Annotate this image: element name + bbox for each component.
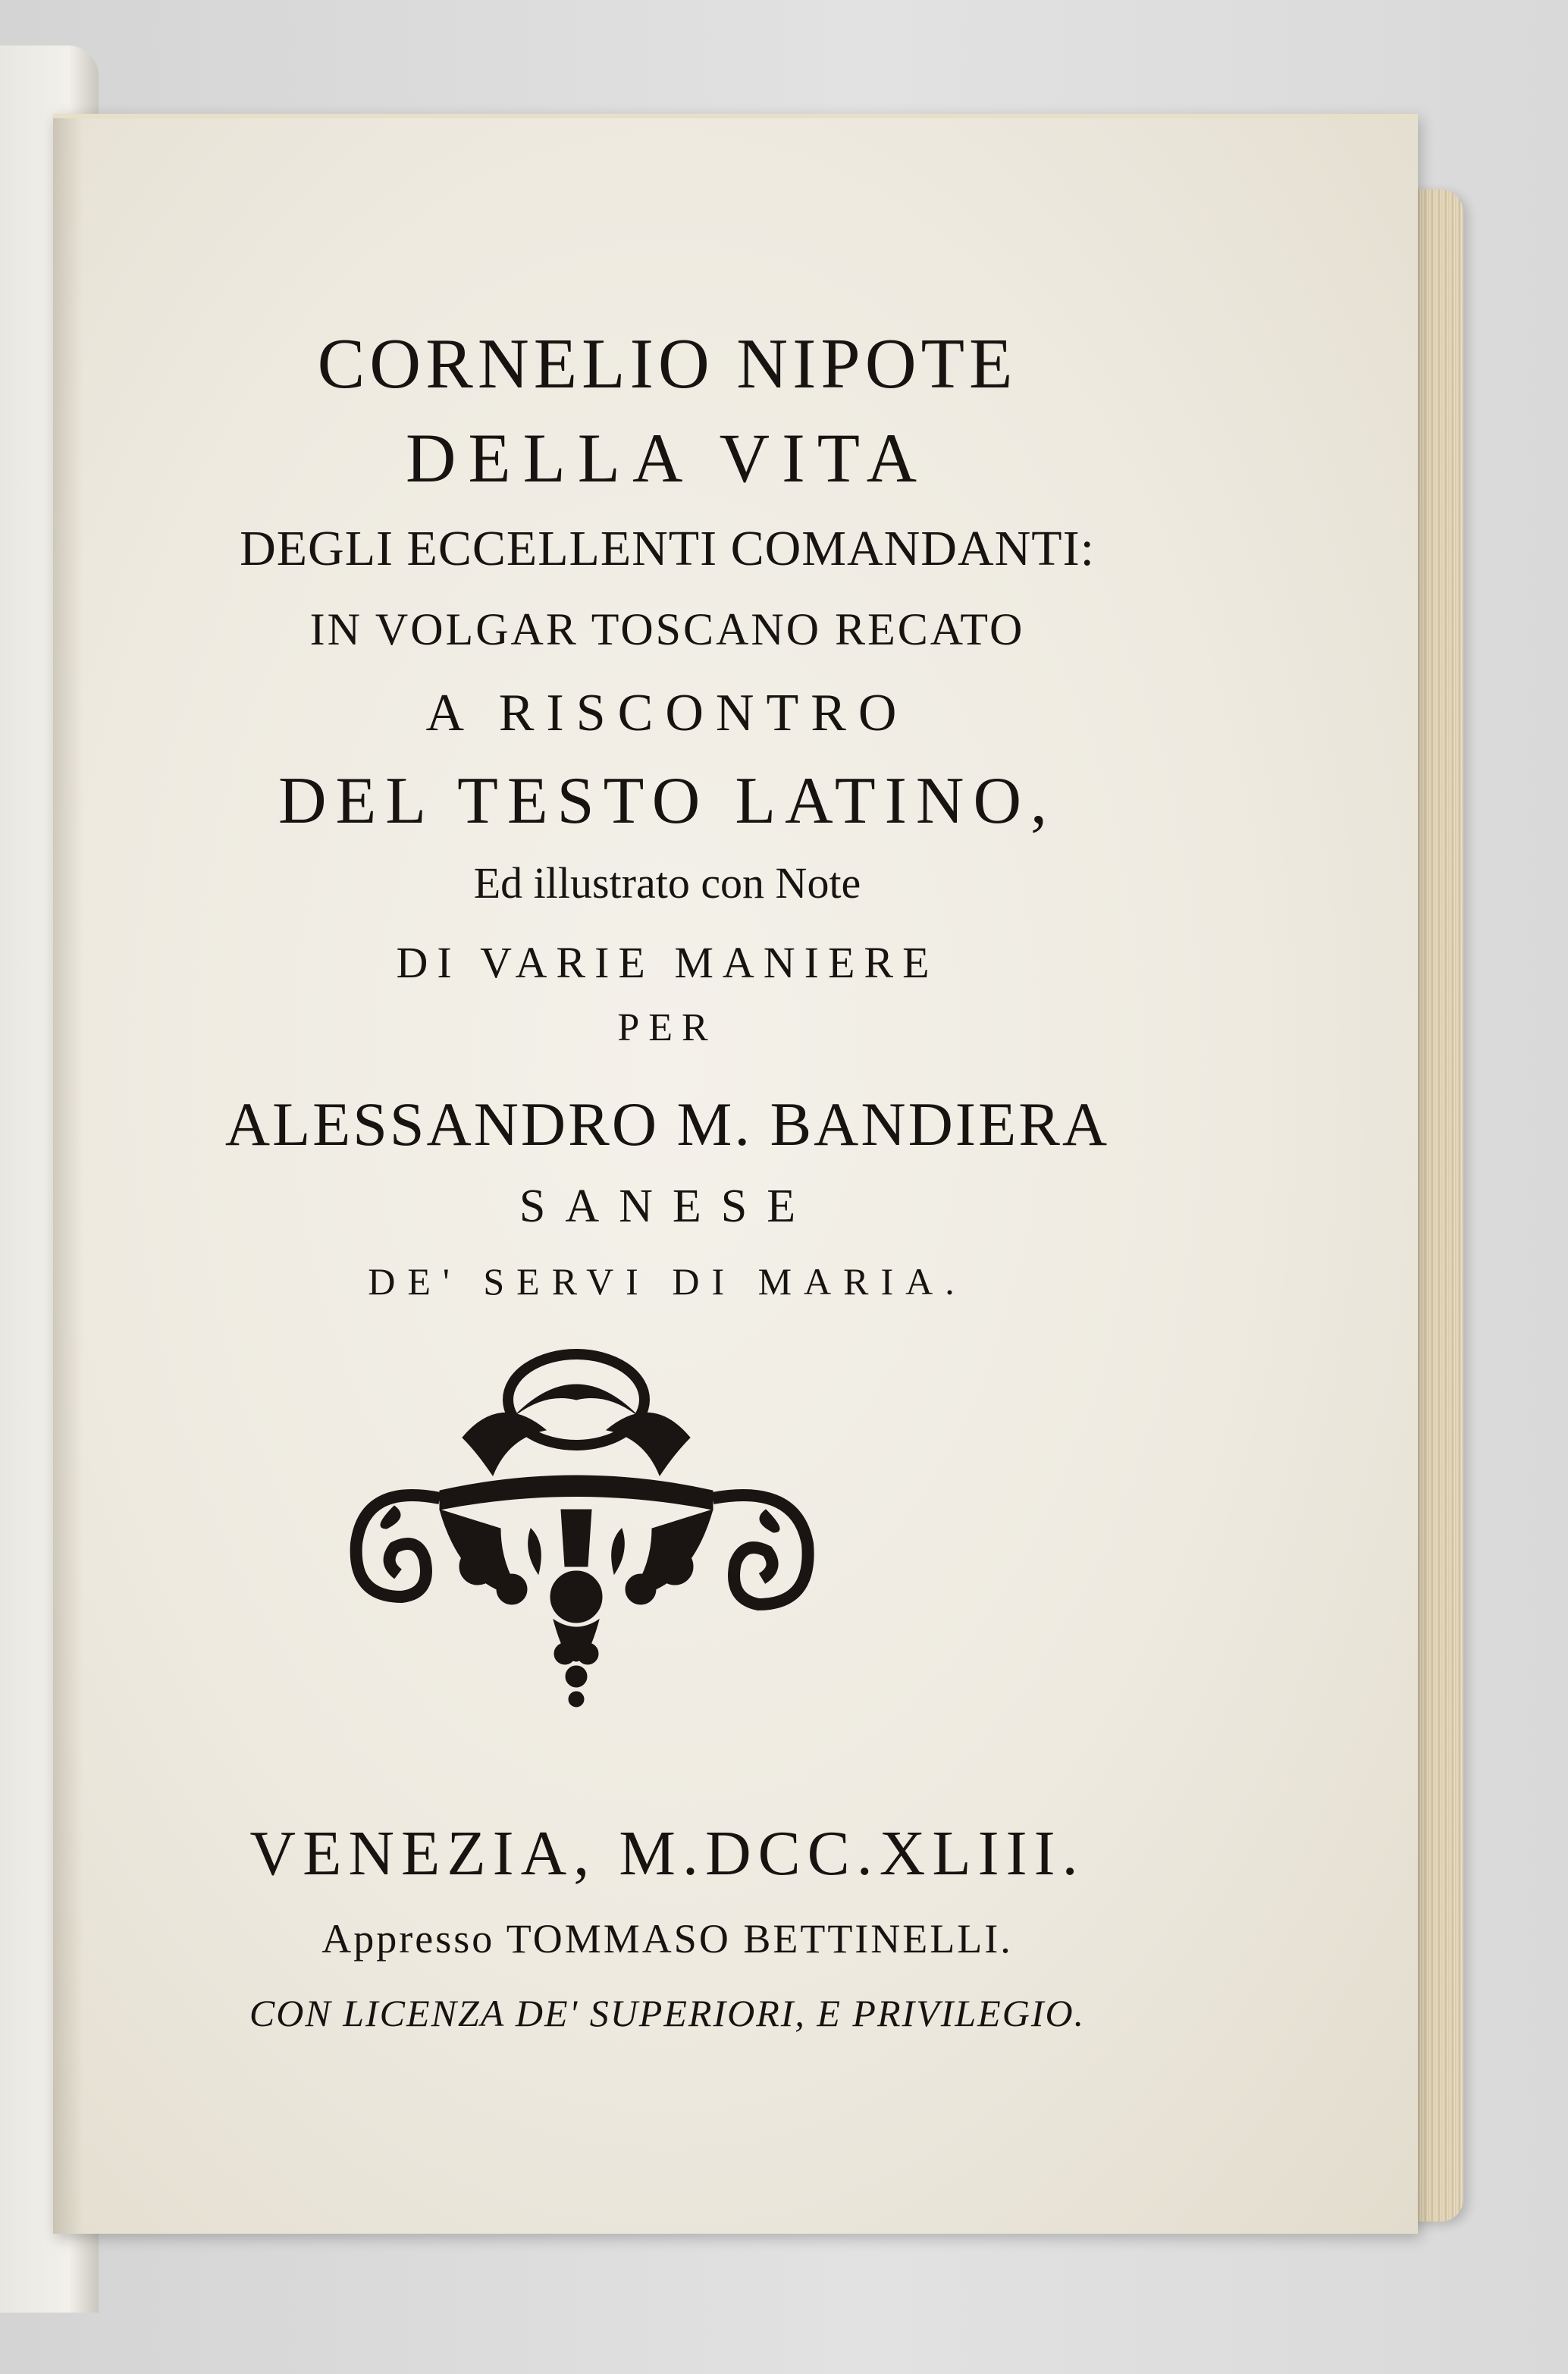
title-line-subject: DEGLI ECCELLENTI COMANDANTI: [240,521,1095,576]
imprint-place-date: VENEZIA, M.DCC.XLIII. [249,1818,1085,1889]
title-line-author: CORNELIO NIPOTE [317,325,1018,403]
title-line-varie-maniere: DI VARIE MANIERE [396,938,939,987]
title-line-per: PER [617,1006,717,1049]
title-line-riscontro: A RISCONTRO [425,684,909,742]
title-line-notes: Ed illustrato con Note [473,858,861,908]
title-line-editor-name: ALESSANDRO M. BANDIERA [224,1090,1110,1159]
title-line-della-vita: DELLA VITA [405,419,930,497]
title-line-translation: IN VOLGAR TOSCANO RECATO [309,604,1025,654]
floral-woodcut-ornament-icon [349,1347,819,1726]
title-line-order: DE' SERVI DI MARIA. [368,1260,967,1303]
title-page [53,114,1418,2234]
imprint-printer: Appresso TOMMASO BETTINELLI. [321,1916,1013,1962]
title-line-testo-latino: DEL TESTO LATINO, [278,764,1057,838]
title-line-sanese: SANESE [519,1181,816,1232]
imprint-license: CON LICENZA DE' SUPERIORI, E PRIVILEGIO. [249,1992,1086,2034]
